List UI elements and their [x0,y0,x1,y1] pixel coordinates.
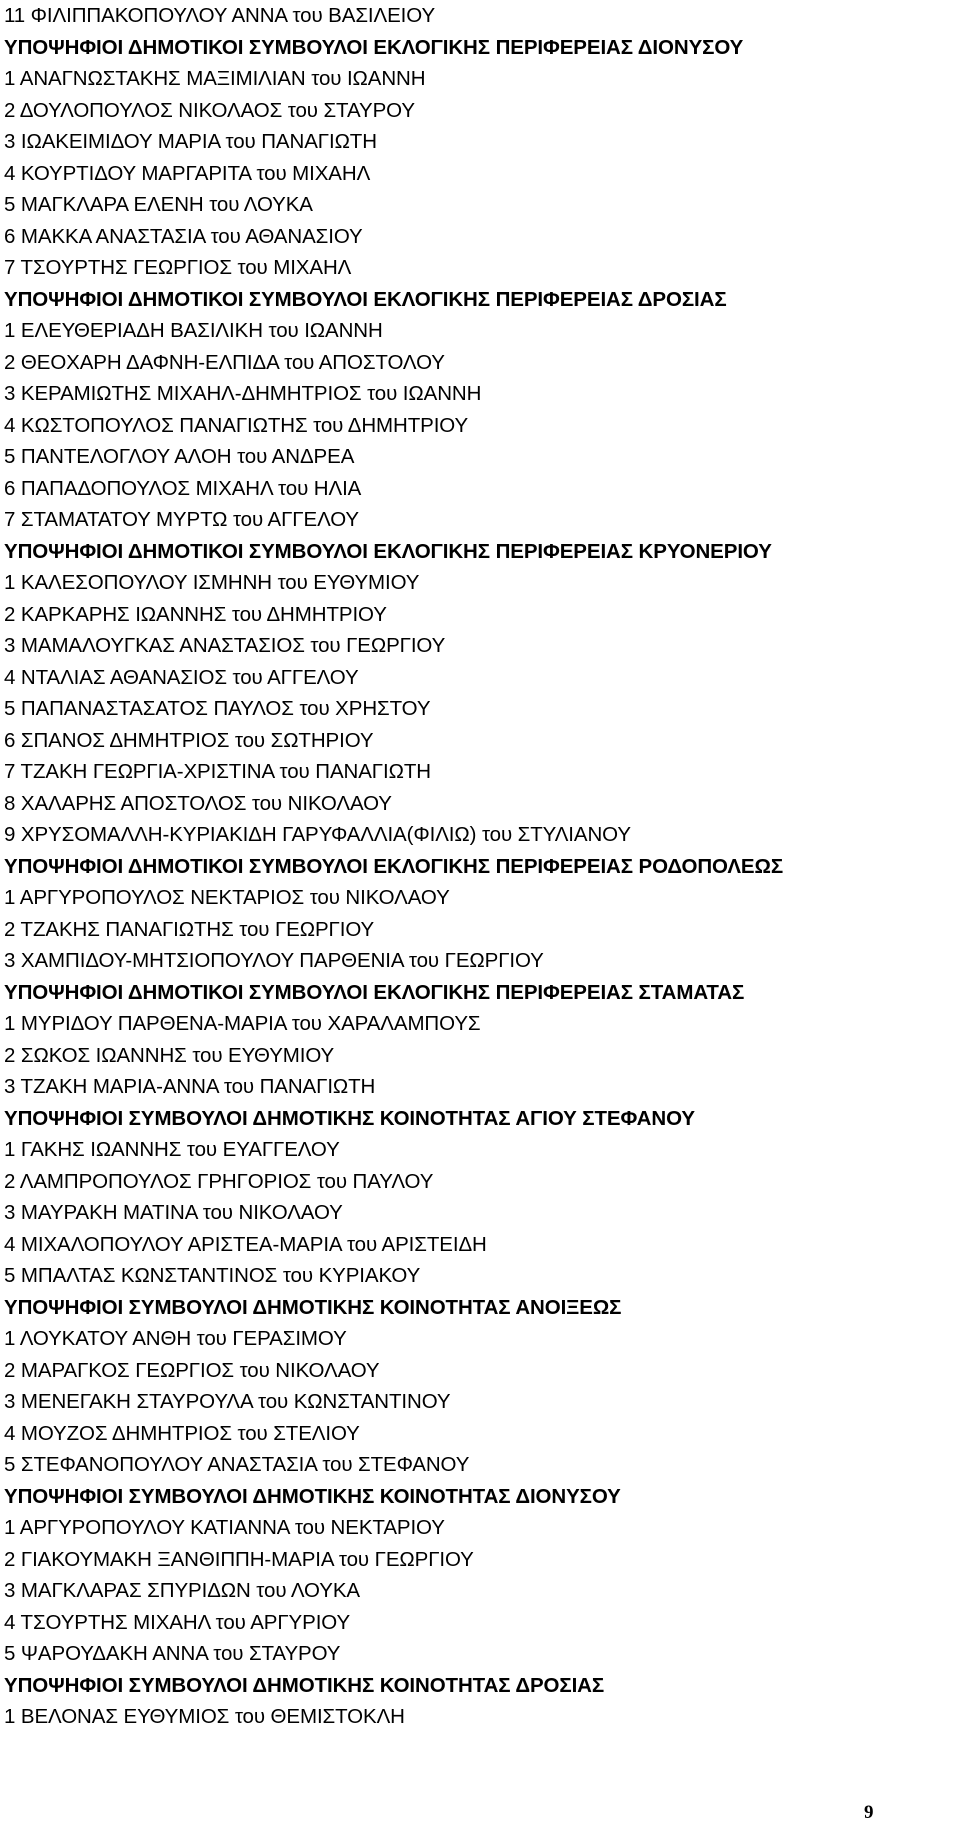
candidate-line: 1 ΓΑΚΗΣ ΙΩΑΝΝΗΣ του ΕΥΑΓΓΕΛΟΥ [4,1138,340,1161]
section-heading: ΥΠΟΨΗΦΙΟΙ ΔΗΜΟΤΙΚΟΙ ΣΥΜΒΟΥΛΟΙ ΕΚΛΟΓΙΚΗΣ ΠΕΡΙΦΕΡΕΙΑΣ ΔΡΟΣΙΑΣ [4,287,727,311]
candidate-line: 5 ΜΠΑΛΤΑΣ ΚΩΝΣΤΑΝΤΙΝΟΣ του ΚΥΡΙΑΚΟΥ [4,1264,421,1287]
candidate-line: 11 ΦΙΛΙΠΠΑΚΟΠΟΥΛΟΥ ΑΝΝΑ του ΒΑΣΙΛΕΙΟΥ [4,4,436,27]
candidate-line: 3 ΜΑΥΡΑΚΗ ΜΑΤΙΝΑ του ΝΙΚΟΛΑΟΥ [4,1201,343,1224]
section-heading: ΥΠΟΨΗΦΙΟΙ ΔΗΜΟΤΙΚΟΙ ΣΥΜΒΟΥΛΟΙ ΕΚΛΟΓΙΚΗΣ ΠΕΡΙΦΕΡΕΙΑΣ ΡΟΔΟΠΟΛΕΩΣ [4,854,784,878]
candidate-line: 3 ΙΩΑΚΕΙΜΙΔΟΥ ΜΑΡΙΑ του ΠΑΝΑΓΙΩΤΗ [4,130,377,153]
candidate-line: 1 ΕΛΕΥΘΕΡΙΑΔΗ ΒΑΣΙΛΙΚΗ του ΙΩΑΝΝΗ [4,319,383,342]
candidate-line: 8 ΧΑΛΑΡΗΣ ΑΠΟΣΤΟΛΟΣ του ΝΙΚΟΛΑΟΥ [4,791,392,815]
candidate-line: 1 ΑΡΓΥΡΟΠΟΥΛΟΥ ΚΑΤΙΑΝΝΑ του ΝΕΚΤΑΡΙΟΥ [4,1516,445,1539]
candidate-line: 4 ΝΤΑΛΙΑΣ ΑΘΑΝΑΣΙΟΣ του ΑΓΓΕΛΟΥ [4,665,359,689]
candidate-line: 2 ΚΑΡΚΑΡΗΣ ΙΩΑΝΝΗΣ του ΔΗΜΗΤΡΙΟΥ [4,602,387,626]
section-heading: ΥΠΟΨΗΦΙΟΙ ΣΥΜΒΟΥΛΟΙ ΔΗΜΟΤΙΚΗΣ ΚΟΙΝΟΤΗΤΑΣ ΑΓΙΟΥ ΣΤΕΦΑΝΟΥ [4,1106,695,1130]
candidate-line: 5 ΨΑΡΟΥΔΑΚΗ ΑΝΝΑ του ΣΤΑΥΡΟΥ [4,1642,341,1665]
candidate-line: 5 ΜΑΓΚΛΑΡΑ ΕΛΕΝΗ του ΛΟΥΚΑ [4,193,313,216]
candidate-line: 1 ΑΡΓΥΡΟΠΟΥΛΟΣ ΝΕΚΤΑΡΙΟΣ του ΝΙΚΟΛΑΟΥ [4,886,450,909]
section-heading: ΥΠΟΨΗΦΙΟΙ ΔΗΜΟΤΙΚΟΙ ΣΥΜΒΟΥΛΟΙ ΕΚΛΟΓΙΚΗΣ ΠΕΡΙΦΕΡΕΙΑΣ ΚΡΥΟΝΕΡΙΟΥ [4,539,772,563]
candidate-line: 2 ΤΖΑΚΗΣ ΠΑΝΑΓΙΩΤΗΣ του ΓΕΩΡΓΙΟΥ [4,917,375,941]
candidate-line: 7 ΣΤΑΜΑΤΑΤΟΥ ΜΥΡΤΩ του ΑΓΓΕΛΟΥ [4,508,359,531]
section-heading: ΥΠΟΨΗΦΙΟΙ ΣΥΜΒΟΥΛΟΙ ΔΗΜΟΤΙΚΗΣ ΚΟΙΝΟΤΗΤΑΣ ΑΝΟΙΞΕΩΣ [4,1295,622,1319]
section-heading: ΥΠΟΨΗΦΙΟΙ ΣΥΜΒΟΥΛΟΙ ΔΗΜΟΤΙΚΗΣ ΚΟΙΝΟΤΗΤΑΣ ΔΙΟΝΥΣΟΥ [4,1484,621,1508]
candidate-line: 2 ΣΩΚΟΣ ΙΩΑΝΝΗΣ του ΕΥΘΥΜΙΟΥ [4,1043,335,1067]
candidate-line: 7 ΤΣΟΥΡΤΗΣ ΓΕΩΡΓΙΟΣ του ΜΙΧΑΗΛ [4,256,352,279]
candidate-line: 2 ΓΙΑΚΟΥΜΑΚΗ ΞΑΝΘΙΠΠΗ-ΜΑΡΙΑ του ΓΕΩΡΓΙΟΥ [4,1547,474,1571]
candidate-line: 3 ΜΑΜΑΛΟΥΓΚΑΣ ΑΝΑΣΤΑΣΙΟΣ του ΓΕΩΡΓΙΟΥ [4,634,446,657]
candidate-line: 1 ΛΟΥΚΑΤΟΥ ΑΝΘΗ του ΓΕΡΑΣΙΜΟΥ [4,1327,347,1350]
candidate-line: 2 ΛΑΜΠΡΟΠΟΥΛΟΣ ΓΡΗΓΟΡΙΟΣ του ΠΑΥΛΟΥ [4,1169,434,1193]
candidate-line: 3 ΤΖΑΚΗ ΜΑΡΙΑ-ΑΝΝΑ του ΠΑΝΑΓΙΩΤΗ [4,1075,376,1098]
candidate-line: 4 ΜΟΥΖΟΣ ΔΗΜΗΤΡΙΟΣ του ΣΤΕΛΙΟΥ [4,1421,360,1445]
candidate-line: 1 ΜΥΡΙΔΟΥ ΠΑΡΘΕΝΑ-ΜΑΡΙΑ του ΧΑΡΑΛΑΜΠΟΥΣ [4,1012,481,1035]
candidate-line: 1 ΑΝΑΓΝΩΣΤΑΚΗΣ ΜΑΞΙΜΙΛΙΑΝ του ΙΩΑΝΝΗ [4,67,426,90]
candidate-line: 4 ΤΣΟΥΡΤΗΣ ΜΙΧΑΗΛ του ΑΡΓΥΡΙΟΥ [4,1610,351,1634]
section-heading: ΥΠΟΨΗΦΙΟΙ ΔΗΜΟΤΙΚΟΙ ΣΥΜΒΟΥΛΟΙ ΕΚΛΟΓΙΚΗΣ ΠΕΡΙΦΕΡΕΙΑΣ ΔΙΟΝΥΣΟΥ [4,35,744,59]
candidate-line: 9 ΧΡΥΣΟΜΑΛΛΗ-ΚΥΡΙΑΚΙΔΗ ΓΑΡΥΦΑΛΛΙΑ(ΦΙΛΙΩ) του ΣΤΥΛΙΑΝΟΥ [4,823,631,846]
candidate-line: 5 ΠΑΠΑΝΑΣΤΑΣΑΤΟΣ ΠΑΥΛΟΣ του ΧΡΗΣΤΟΥ [4,697,431,720]
candidate-line: 6 ΠΑΠΑΔΟΠΟΥΛΟΣ ΜΙΧΑΗΛ του ΗΛΙΑ [4,476,362,500]
candidate-line: 4 ΚΩΣΤΟΠΟΥΛΟΣ ΠΑΝΑΓΙΩΤΗΣ του ΔΗΜΗΤΡΙΟΥ [4,413,469,437]
candidate-line: 3 ΜΑΓΚΛΑΡΑΣ ΣΠΥΡΙΔΩΝ του ΛΟΥΚΑ [4,1579,360,1602]
section-heading: ΥΠΟΨΗΦΙΟΙ ΣΥΜΒΟΥΛΟΙ ΔΗΜΟΤΙΚΗΣ ΚΟΙΝΟΤΗΤΑΣ ΔΡΟΣΙΑΣ [4,1673,605,1697]
candidate-line: 2 ΔΟΥΛΟΠΟΥΛΟΣ ΝΙΚΟΛΑΟΣ του ΣΤΑΥΡΟΥ [4,98,415,122]
section-heading: ΥΠΟΨΗΦΙΟΙ ΔΗΜΟΤΙΚΟΙ ΣΥΜΒΟΥΛΟΙ ΕΚΛΟΓΙΚΗΣ ΠΕΡΙΦΕΡΕΙΑΣ ΣΤΑΜΑΤΑΣ [4,980,745,1004]
candidate-line: 6 ΣΠΑΝΟΣ ΔΗΜΗΤΡΙΟΣ του ΣΩΤΗΡΙΟΥ [4,728,374,752]
page-number: 9 [864,1802,874,1823]
candidate-line: 3 ΜΕΝΕΓΑΚΗ ΣΤΑΥΡΟΥΛΑ του ΚΩΝΣΤΑΝΤΙΝΟΥ [4,1390,451,1413]
candidate-line: 1 ΚΑΛΕΣΟΠΟΥΛΟΥ ΙΣΜΗΝΗ του ΕΥΘΥΜΙΟΥ [4,571,420,594]
candidate-line: 7 ΤΖΑΚΗ ΓΕΩΡΓΙΑ-ΧΡΙΣΤΙΝΑ του ΠΑΝΑΓΙΩΤΗ [4,760,431,783]
candidate-line: 4 ΜΙΧΑΛΟΠΟΥΛΟΥ ΑΡΙΣΤΕΑ-ΜΑΡΙΑ του ΑΡΙΣΤΕΙΔΗ [4,1232,487,1256]
candidate-line: 6 ΜΑΚΚΑ ΑΝΑΣΤΑΣΙΑ του ΑΘΑΝΑΣΙΟΥ [4,224,363,248]
candidate-line: 3 ΚΕΡΑΜΙΩΤΗΣ ΜΙΧΑΗΛ-ΔΗΜΗΤΡΙΟΣ του ΙΩΑΝΝΗ [4,382,482,405]
candidate-line: 1 ΒΕΛΟΝΑΣ ΕΥΘΥΜΙΟΣ του ΘΕΜΙΣΤΟΚΛΗ [4,1705,405,1728]
candidate-line: 4 ΚΟΥΡΤΙΔΟΥ ΜΑΡΓΑΡΙΤΑ του ΜΙΧΑΗΛ [4,161,371,185]
candidate-line: 3 ΧΑΜΠΙΔΟΥ-ΜΗΤΣΙΟΠΟΥΛΟΥ ΠΑΡΘΕΝΙΑ του ΓΕΩΡΓΙΟΥ [4,949,544,972]
candidate-line: 5 ΣΤΕΦΑΝΟΠΟΥΛΟΥ ΑΝΑΣΤΑΣΙΑ του ΣΤΕΦΑΝΟΥ [4,1453,470,1476]
candidate-line: 2 ΘΕΟΧΑΡΗ ΔΑΦΝΗ-ΕΛΠΙΔΑ του ΑΠΟΣΤΟΛΟΥ [4,350,445,374]
candidate-line: 2 ΜΑΡΑΓΚΟΣ ΓΕΩΡΓΙΟΣ του ΝΙΚΟΛΑΟΥ [4,1358,380,1382]
candidate-list [4,0,954,1733]
candidate-line: 5 ΠΑΝΤΕΛΟΓΛΟΥ ΑΛΟΗ του ΑΝΔΡΕΑ [4,445,355,468]
